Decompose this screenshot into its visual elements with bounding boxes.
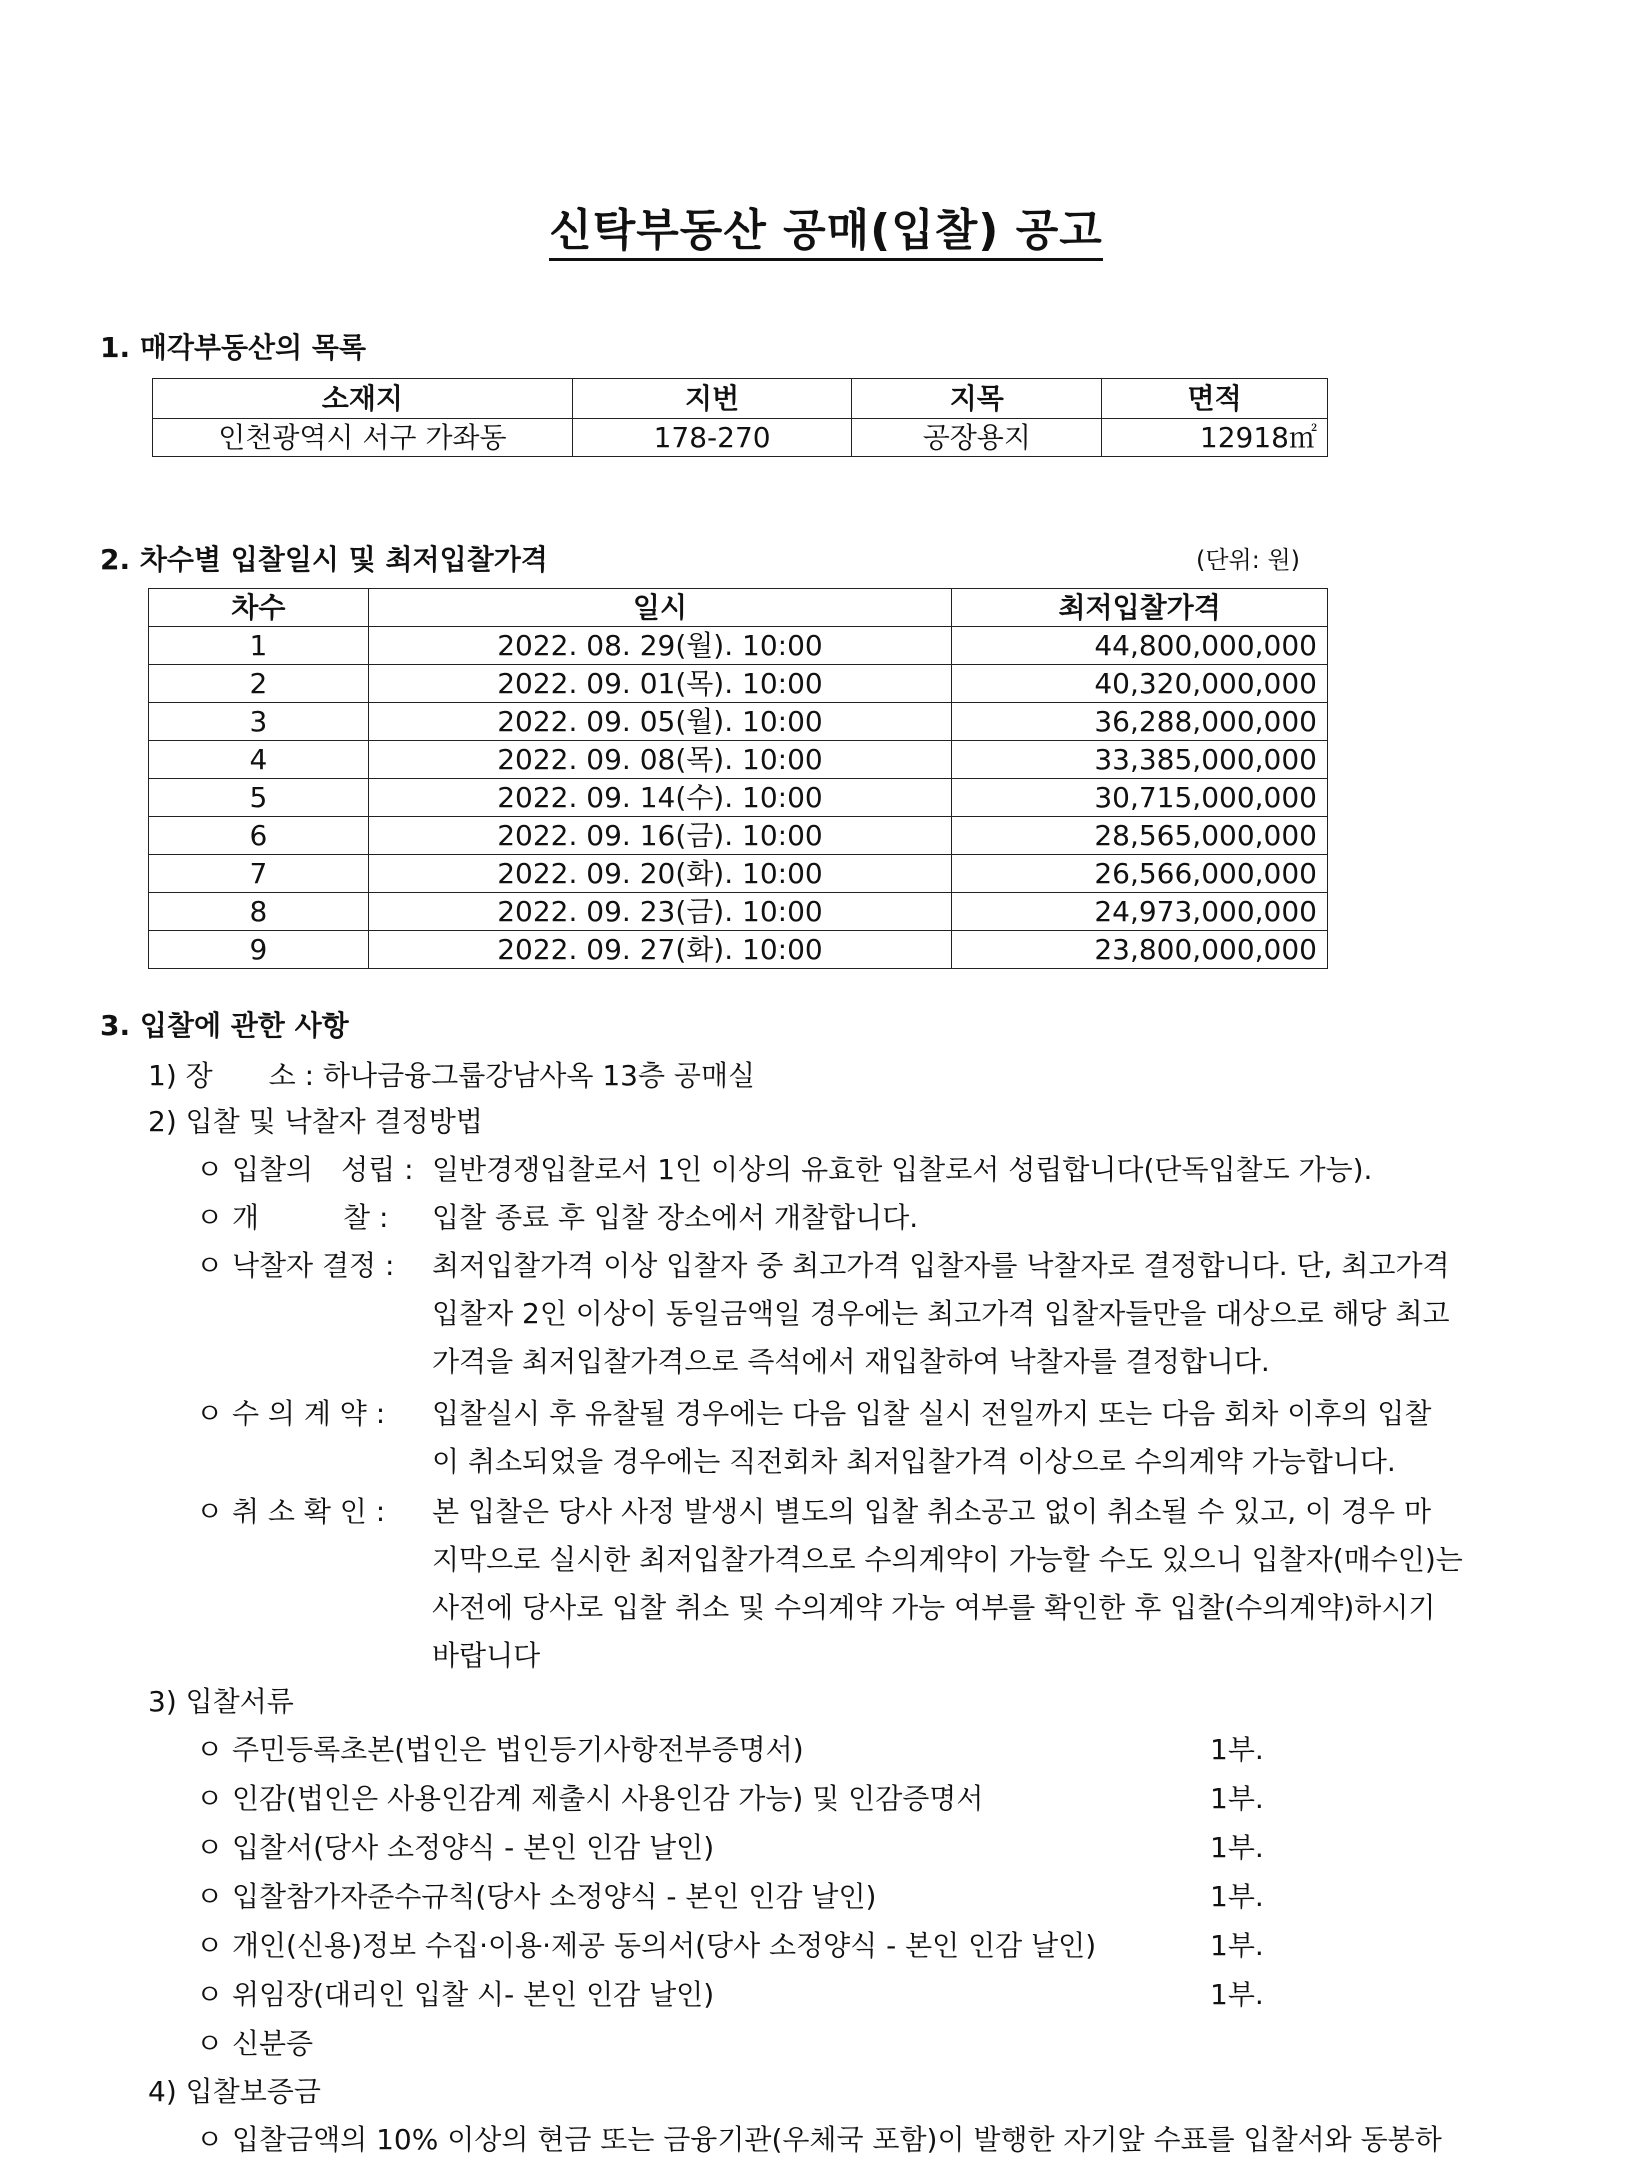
cell-round: 8 — [149, 893, 369, 931]
table-row — [149, 779, 1328, 817]
cell-round: 1 — [149, 627, 369, 665]
cell-lot-number: 178-270 — [572, 419, 852, 457]
table-header-row — [149, 589, 1328, 627]
doc-item: ㅇ 위임장(대리인 입찰 시- 본인 인감 날인) — [196, 1978, 715, 2011]
method-item-text: 입찰 종료 후 입찰 장소에서 개찰합니다. — [432, 1201, 919, 1234]
method-item-text: 입찰자 2인 이상이 동일금액일 경우에는 최고가격 입찰자들만을 대상으로 해당 최고 — [432, 1297, 1450, 1330]
docs-heading: 3) 입찰서류 — [148, 1685, 294, 1718]
doc-item: ㅇ 인감(법인은 사용인감계 제출시 사용인감 가능) 및 인감증명서 — [196, 1782, 984, 1815]
cell-datetime: 2022. 09. 16(금). 10:00 — [368, 817, 952, 855]
section1-heading: 1. 매각부동산의 목록 — [100, 331, 367, 364]
cell-round: 4 — [149, 741, 369, 779]
doc-item: ㅇ 입찰서(당사 소정양식 - 본인 인감 날인) — [196, 1831, 715, 1864]
cell-datetime: 2022. 09. 01(목). 10:00 — [368, 665, 952, 703]
header-location: 소재지 — [153, 379, 573, 419]
doc-copies: 1부. — [1210, 1831, 1264, 1864]
cell-min-price: 44,800,000,000 — [952, 627, 1328, 665]
cell-datetime: 2022. 09. 08(목). 10:00 — [368, 741, 952, 779]
unit-note: (단위: 원) — [1196, 546, 1300, 574]
schedule-table — [148, 588, 1328, 969]
doc-item: ㅇ 개인(신용)정보 수집·이용·제공 동의서(당사 소정양식 - 본인 인감 날인) — [196, 1929, 1097, 1962]
table-row — [149, 741, 1328, 779]
deposit-line: ㅇ 입찰금액의 10% 이상의 현금 또는 금융기관(우체국 포함)이 발행한 자기앞 수표를 입찰서와 동봉하 — [196, 2123, 1442, 2156]
cell-datetime: 2022. 09. 23(금). 10:00 — [368, 893, 952, 931]
cell-round: 6 — [149, 817, 369, 855]
doc-item: ㅇ 주민등록초본(법인은 법인등기사항전부증명서) — [196, 1733, 804, 1766]
table-row — [149, 703, 1328, 741]
method-item-text: 이 취소되었을 경우에는 직전회차 최저입찰가격 이상으로 수의계약 가능합니다. — [432, 1445, 1396, 1478]
property-table — [152, 378, 1328, 457]
doc-copies: 1부. — [1210, 1929, 1264, 1962]
table-row — [149, 855, 1328, 893]
doc-copies: 1부. — [1210, 1733, 1264, 1766]
cell-area: 12918㎡ — [1102, 419, 1328, 457]
table-row — [149, 893, 1328, 931]
cell-land-category: 공장용지 — [852, 419, 1102, 457]
cell-round: 2 — [149, 665, 369, 703]
cell-datetime: 2022. 09. 27(화). 10:00 — [368, 931, 952, 969]
method-item-text: 바랍니다 — [432, 1639, 541, 1672]
cell-location: 인천광역시 서구 가좌동 — [153, 419, 573, 457]
method-item-text: 가격을 최저입찰가격으로 즉석에서 재입찰하여 낙찰자를 결정합니다. — [432, 1345, 1270, 1378]
cell-round: 5 — [149, 779, 369, 817]
header-datetime: 일시 — [368, 589, 952, 627]
header-land-category: 지목 — [852, 379, 1102, 419]
method-item-text: 입찰실시 후 유찰될 경우에는 다음 입찰 실시 전일까지 또는 다음 회차 이후의 입찰 — [432, 1397, 1432, 1430]
method-item-text: 사전에 당사로 입찰 취소 및 수의계약 가능 여부를 확인한 후 입찰(수의계약)하시기 — [432, 1591, 1436, 1624]
method-heading: 2) 입찰 및 낙찰자 결정방법 — [148, 1105, 483, 1138]
method-item-label: ㅇ 수 의 계 약 : — [196, 1397, 386, 1430]
method-item-label: ㅇ 개 찰 : — [196, 1201, 389, 1234]
cell-min-price: 28,565,000,000 — [952, 817, 1328, 855]
cell-min-price: 26,566,000,000 — [952, 855, 1328, 893]
header-lot-number: 지번 — [572, 379, 852, 419]
cell-min-price: 36,288,000,000 — [952, 703, 1328, 741]
method-item-label: ㅇ 취 소 확 인 : — [196, 1495, 386, 1528]
method-item-text: 지막으로 실시한 최저입찰가격으로 수의계약이 가능할 수도 있으니 입찰자(매수인)는 — [432, 1543, 1463, 1576]
doc-copies: 1부. — [1210, 1782, 1264, 1815]
cell-round: 3 — [149, 703, 369, 741]
header-area: 면적 — [1102, 379, 1328, 419]
table-row — [149, 627, 1328, 665]
method-item-label: ㅇ 입찰의 성립 : — [196, 1153, 414, 1186]
doc-copies: 1부. — [1210, 1978, 1264, 2011]
method-item-text: 일반경쟁입찰로서 1인 이상의 유효한 입찰로서 성립합니다(단독입찰도 가능). — [432, 1153, 1373, 1186]
cell-min-price: 30,715,000,000 — [952, 779, 1328, 817]
table-row — [149, 817, 1328, 855]
doc-item: ㅇ 입찰참가자준수규칙(당사 소정양식 - 본인 인감 날인) — [196, 1880, 877, 1913]
cell-min-price: 33,385,000,000 — [952, 741, 1328, 779]
cell-datetime: 2022. 09. 05(월). 10:00 — [368, 703, 952, 741]
table-row — [149, 931, 1328, 969]
table-header-row — [153, 379, 1328, 419]
cell-min-price: 24,973,000,000 — [952, 893, 1328, 931]
doc-item: ㅇ 신분증 — [196, 2027, 314, 2060]
deposit-heading: 4) 입찰보증금 — [148, 2075, 321, 2108]
cell-round: 9 — [149, 931, 369, 969]
place-line: 1) 장 소 : 하나금융그룹강남사옥 13층 공매실 — [148, 1059, 756, 1092]
cell-datetime: 2022. 09. 14(수). 10:00 — [368, 779, 952, 817]
cell-min-price: 40,320,000,000 — [952, 665, 1328, 703]
table-row — [149, 665, 1328, 703]
header-min-price: 최저입찰가격 — [952, 589, 1328, 627]
method-item-text: 최저입찰가격 이상 입찰자 중 최고가격 입찰자를 낙찰자로 결정합니다. 단, 최고가격 — [432, 1249, 1450, 1282]
section2-heading: 2. 차수별 입찰일시 및 최저입찰가격 — [100, 543, 548, 576]
cell-datetime: 2022. 09. 20(화). 10:00 — [368, 855, 952, 893]
section3-heading: 3. 입찰에 관한 사항 — [100, 1009, 349, 1042]
header-round: 차수 — [149, 589, 369, 627]
cell-datetime: 2022. 08. 29(월). 10:00 — [368, 627, 952, 665]
document-title: 신탁부동산 공매(입찰) 공고 — [0, 194, 1652, 258]
cell-min-price: 23,800,000,000 — [952, 931, 1328, 969]
table-row — [153, 419, 1328, 457]
cell-round: 7 — [149, 855, 369, 893]
method-item-text: 본 입찰은 당사 사정 발생시 별도의 입찰 취소공고 없이 취소될 수 있고, 이 경우 마 — [432, 1495, 1432, 1528]
method-item-label: ㅇ 낙찰자 결정 : — [196, 1249, 395, 1282]
doc-copies: 1부. — [1210, 1880, 1264, 1913]
